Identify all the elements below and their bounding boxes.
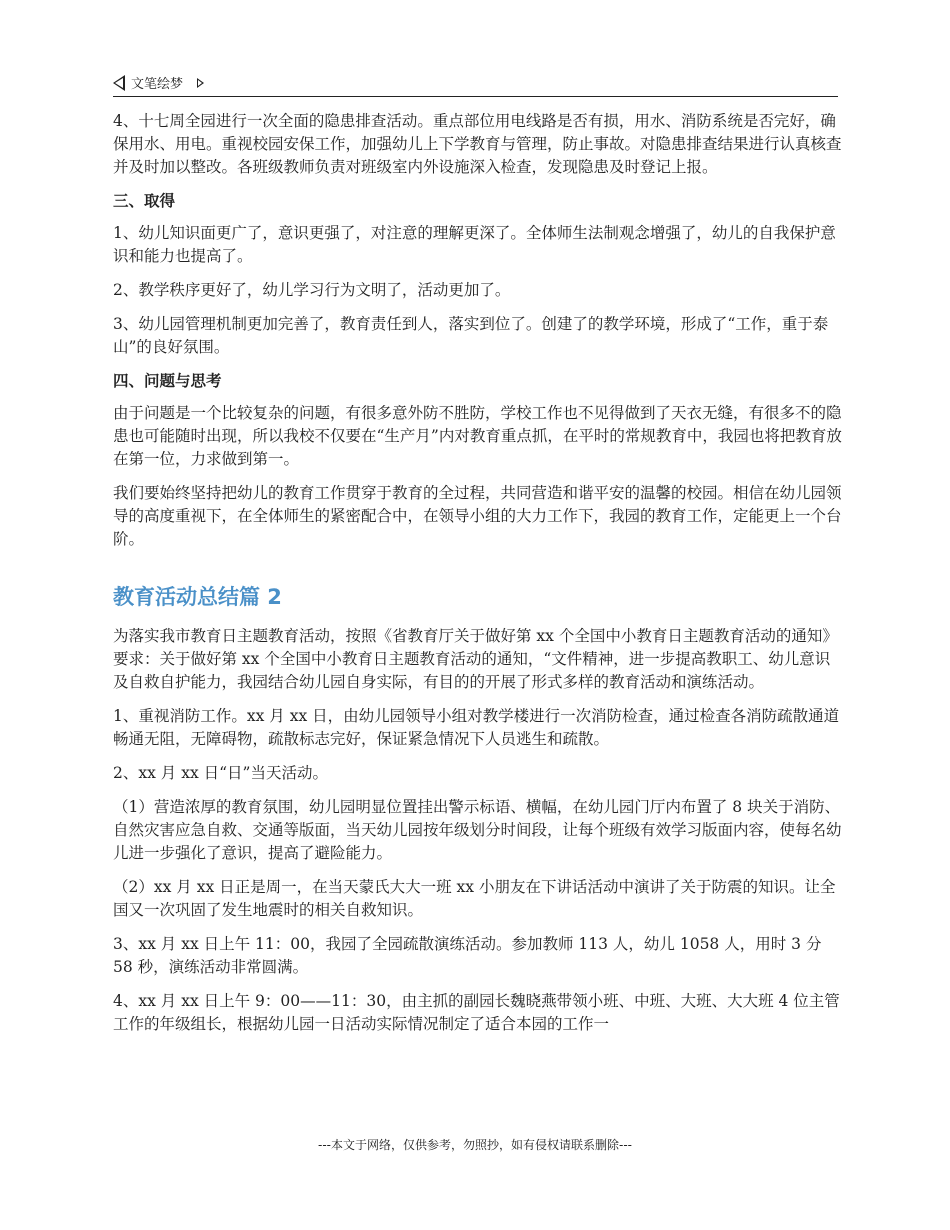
article-title: 教育活动总结篇 2 xyxy=(113,585,282,609)
paragraph: （1）营造浓厚的教育氛围，幼儿园明显位置挂出警示标语、横幅，在幼儿园门厅内布置了 8 块关于消防、自然灾害应急自救、交通等版面，当天幼儿园按年级划分时间段，让每个班级有效学习版面内容，使每名幼儿进一步强化了意识，提高了避险能力。 xyxy=(113,798,842,862)
paragraph: 3、xx 月 xx 日上午 11：00，我园了全园疏散演练活动。参加教师 113 人，幼儿 1058 人，用时 3 分 58 秒，演练活动非常圆满。 xyxy=(113,935,822,976)
paragraph: 我们要始终坚持把幼儿的教育工作贯穿于教育的全过程，共同营造和谐平安的温馨的校园。相信在幼儿园领导的高度重视下，在全体师生的紧密配合中，在领导小组的大力工作下，我园的教育工作，定能更上一个台阶。 xyxy=(113,484,842,548)
paragraph: 2、xx 月 xx 日“日”当天活动。 xyxy=(113,764,328,782)
paragraph: 3、幼儿园管理机制更加完善了，教育责任到人，落实到位了。创建了的教学环境，形成了“工作，重于泰山”的良好氛围。 xyxy=(113,315,829,356)
section-heading: 三、取得 xyxy=(113,192,176,210)
right-triangle-icon xyxy=(197,78,204,88)
paragraph: 为落实我市教育日主题教育活动，按照《省教育厅关于做好第 xx 个全国中小教育日主题教育活动的通知》要求：关于做好第 xx 个全国中小教育日主题教育活动的通知，“文件精神，进一步提高教职工、幼儿意识及自救自护能力，我园结合幼儿园自身实际，有目的的开展了形式多样的教育活动和演练活动。 xyxy=(113,627,838,691)
left-triangle-icon xyxy=(113,75,125,91)
header-brand xyxy=(113,73,204,92)
paragraph: 4、十七周全园进行一次全面的隐患排查活动。重点部位用电线路是否有损，用水、消防系统是否完好，确保用水、用电。重视校园安保工作，加强幼儿上下学教育与管理，防止事故。对隐患排查结果进行认真核查并及时加以整改。各班级教师负责对班级室内外设施深入检查，发现隐患及时登记上报。 xyxy=(113,112,842,176)
section-heading: 四、问题与思考 xyxy=(113,372,222,390)
document-body xyxy=(113,110,843,1047)
paragraph: 2、教学秩序更好了，幼儿学习行为文明了，活动更加了。 xyxy=(113,281,511,299)
brand-label: 文笔绘梦 xyxy=(131,77,184,92)
page-footer: ---本文于网络，仅供参考，勿照抄，如有侵权请联系删除--- xyxy=(318,1138,632,1152)
paragraph: 4、xx 月 xx 日上午 9：00——11：30，由主抓的副园长魏晓燕带领小班、中班、大班、大大班 4 位主管工作的年级组长，根据幼儿园一日活动实际情况制定了适合本园的工作一 xyxy=(113,992,840,1033)
paragraph: 1、重视消防工作。xx 月 xx 日，由幼儿园领导小组对教学楼进行一次消防检查，通过检查各消防疏散通道畅通无阻，无障碍物，疏散标志完好，保证紧急情况下人员逃生和疏散。 xyxy=(113,707,840,748)
paragraph: 1、幼儿知识面更广了，意识更强了，对注意的理解更深了。全体师生法制观念增强了，幼儿的自我保护意识和能力也提高了。 xyxy=(113,224,836,265)
paragraph: （2）xx 月 xx 日正是周一，在当天蒙氏大大一班 xx 小朋友在下讲话活动中演讲了关于防震的知识。让全国又一次巩固了发生地震时的相关自救知识。 xyxy=(113,878,836,919)
page-header xyxy=(113,70,838,97)
paragraph: 由于问题是一个比较复杂的问题，有很多意外防不胜防，学校工作也不见得做到了天衣无缝，有很多不的隐患也可能随时出现，所以我校不仅要在“生产月”内对教育重点抓，在平时的常规教育中，我园也将把教育放在第一位，力求做到第一。 xyxy=(113,404,842,468)
